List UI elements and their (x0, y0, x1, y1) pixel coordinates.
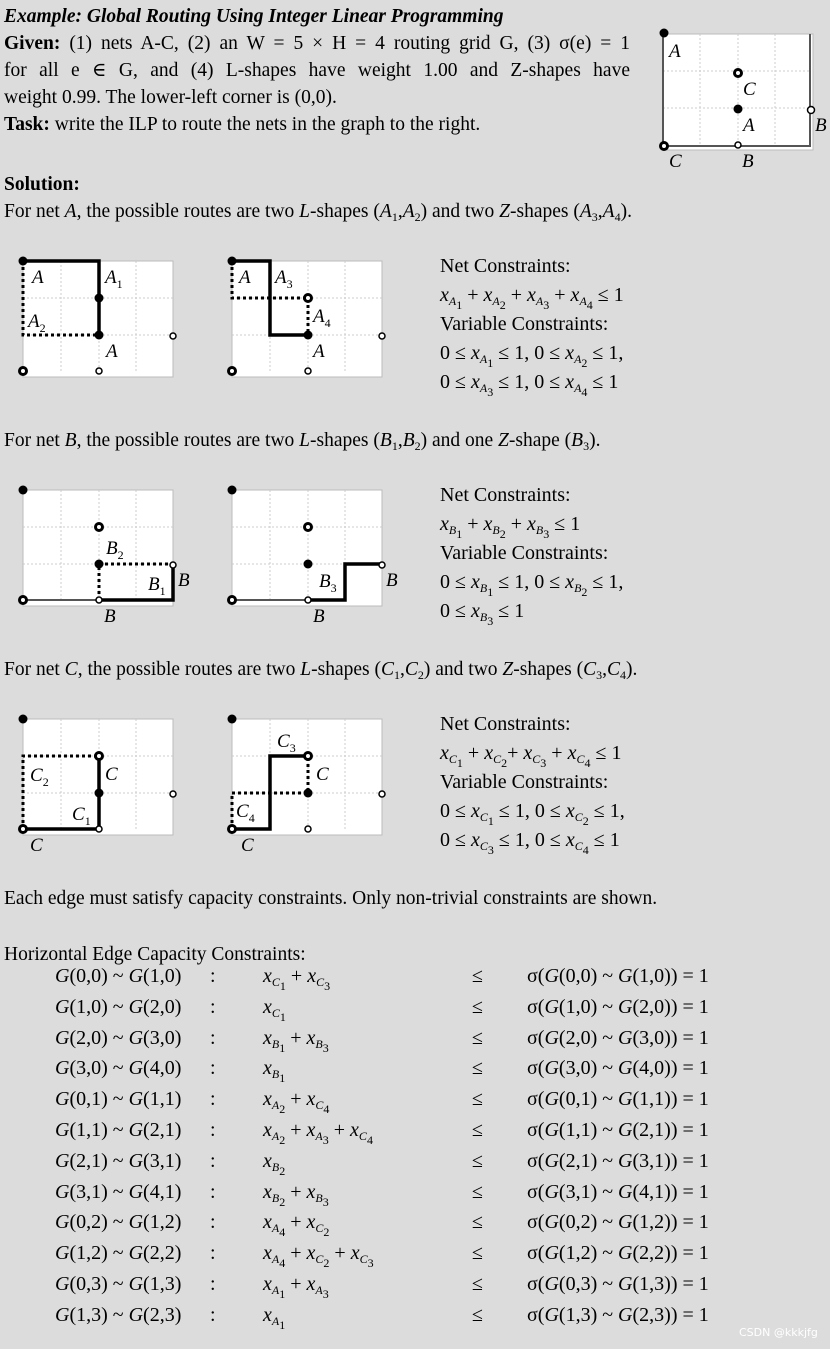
capacity-note: Each edge must satisfy capacity constraints. Only non-trivial constraints are shown. (4, 888, 658, 909)
edge-label: G(0,0) ~ G(1,0) (55, 965, 182, 987)
overview-label-b2: B (742, 151, 754, 172)
label-c1: $C_1$ (72, 804, 91, 828)
edge-label: G(3,1) ~ G(4,1) (55, 1180, 182, 1203)
colon: : (210, 1119, 216, 1141)
overview-grid-figure (660, 30, 830, 170)
net-a-figure-2 (227, 255, 397, 395)
edge-variables: $x_{B_1} + x_{B_3}$ (263, 1026, 329, 1055)
edge-capacity: σ(G(0,2) ~ G(1,2)) = 1 (527, 1211, 709, 1234)
edge-capacity: σ(G(0,1) ~ G(1,1)) = 1 (527, 1088, 709, 1111)
label-a2: $A_2$ (28, 311, 46, 335)
watermark: CSDN @kkkjfg (739, 1326, 818, 1339)
edge-label: G(0,2) ~ G(1,2) (55, 1211, 182, 1234)
label-a: A (32, 267, 44, 288)
edge-label: G(2,1) ~ G(3,1) (55, 1149, 182, 1172)
colon: : (210, 1057, 216, 1080)
colon: : (210, 1303, 216, 1326)
label-b-right: B (178, 570, 190, 591)
label-c2: $C_2$ (30, 765, 49, 789)
leq-sign: ≤ (472, 1211, 483, 1234)
label-a4: $A_4$ (313, 306, 331, 330)
net-a-figure-1 (18, 255, 188, 395)
net-b-figure-1 (18, 484, 193, 627)
colon: : (210, 1242, 216, 1265)
edge-capacity: σ(G(0,0) ~ G(1,0)) = 1 (527, 965, 709, 987)
example-title: Example: Global Routing Using Integer Linear Programming (4, 6, 504, 27)
net-c-figure-1 (18, 713, 188, 858)
edge-capacity: σ(G(1,2) ~ G(2,2)) = 1 (527, 1242, 709, 1265)
edge-capacity: σ(G(0,3) ~ G(1,3)) = 1 (527, 1273, 709, 1295)
edge-label: G(1,1) ~ G(2,1) (55, 1119, 182, 1141)
pin-a-top (660, 29, 669, 38)
edge-variables: $x_{A_2} + x_{A_3} + x_{C_4}$ (263, 1119, 373, 1147)
overview-label-b1: B (815, 115, 827, 136)
label-c4: $C_4$ (236, 801, 255, 825)
task-line (4, 111, 480, 138)
edge-capacity: σ(G(3,1) ~ G(4,1)) = 1 (527, 1180, 709, 1203)
horizontal-constraints-table (0, 965, 830, 1345)
pin-b-right (808, 107, 815, 114)
edge-label: G(1,3) ~ G(2,3) (55, 1303, 182, 1326)
colon: : (210, 1149, 216, 1172)
label-a: A (239, 267, 251, 288)
edge-variables: $x_{A_4} + x_{C_2}$ (263, 1211, 330, 1240)
net-c-var-1: $0 \le x_{C_1} \le 1$, $0 \le x_{C_2} \le 1$, (440, 800, 625, 828)
leq-sign: ≤ (472, 1303, 483, 1326)
pin-c-left (661, 143, 668, 150)
leq-sign: ≤ (472, 1242, 483, 1265)
colon: : (210, 1088, 216, 1111)
net-b-var-1: $0 \le x_{B_1} \le 1$, $0 \le x_{B_2} \le 1$, (440, 571, 624, 599)
given-label: Given: (4, 33, 61, 54)
net-a-intro: For net A, the possible routes are two L-shapes $(A_1,A_2)$ and two Z-shapes $(A_3,A_4)$. (4, 201, 632, 224)
leq-sign: ≤ (472, 1026, 483, 1049)
variable-constraints-heading: Variable Constraints: (440, 313, 609, 335)
task-label: Task: (4, 114, 50, 135)
net-constraints-heading: Net Constraints: (440, 255, 571, 277)
overview-label-a2: A (743, 115, 755, 136)
leq-sign: ≤ (472, 1273, 483, 1295)
edge-variables: $x_{A_2} + x_{C_4}$ (263, 1088, 330, 1117)
edge-capacity: σ(G(2,1) ~ G(3,1)) = 1 (527, 1149, 709, 1172)
overview-label-c: C (743, 79, 756, 100)
pin-c-mid (735, 70, 742, 77)
edge-capacity: σ(G(1,1) ~ G(2,1)) = 1 (527, 1119, 709, 1141)
leq-sign: ≤ (472, 1057, 483, 1080)
leq-sign: ≤ (472, 1119, 483, 1141)
net-constraints-heading: Net Constraints: (440, 713, 571, 735)
edge-variables: $x_{A_4} + x_{C_2} + x_{C_3}$ (263, 1242, 374, 1271)
label-b-right: B (386, 570, 398, 591)
edge-label: G(0,1) ~ G(1,1) (55, 1088, 182, 1111)
leq-sign: ≤ (472, 995, 483, 1018)
colon: : (210, 1211, 216, 1234)
label-c-bottom: C (241, 835, 254, 856)
edge-capacity: σ(G(2,0) ~ G(3,0)) = 1 (527, 1026, 709, 1049)
edge-label: G(1,2) ~ G(2,2) (55, 1242, 182, 1265)
edge-capacity: σ(G(1,3) ~ G(2,3)) = 1 (527, 1303, 709, 1326)
net-c-var-2: $0 \le x_{C_3} \le 1$, $0 \le x_{C_4} \le 1$ (440, 829, 620, 857)
net-b-var-2: $0 \le x_{B_3} \le 1$ (440, 600, 525, 628)
label-c: C (316, 764, 329, 785)
net-b-figure-2 (227, 484, 402, 627)
task-text: write the ILP to route the nets in the graph to the right. (54, 114, 481, 135)
edge-variables: $x_{B_1}$ (263, 1057, 286, 1086)
net-c-constraints (440, 710, 625, 855)
label-c-bottom: C (30, 835, 43, 856)
edge-variables: $x_{A_1} + x_{A_3}$ (263, 1273, 329, 1301)
net-constraints-heading: Net Constraints: (440, 484, 571, 506)
edge-label: G(3,0) ~ G(4,0) (55, 1057, 182, 1080)
edge-capacity: σ(G(1,0) ~ G(2,0)) = 1 (527, 995, 709, 1018)
variable-constraints-heading: Variable Constraints: (440, 771, 609, 793)
edge-variables: $x_{C_1} + x_{C_3}$ (263, 965, 331, 993)
given-line-3: weight 0.99. The lower-left corner is (0,0). (4, 87, 337, 108)
net-c-net-constraint: $x_{C_1} + x_{C_2}+ x_{C_3} + x_{C_4} \le 1$ (440, 742, 622, 770)
net-c-figure-2 (227, 713, 397, 858)
leq-sign: ≤ (472, 1149, 483, 1172)
label-b-bottom: B (313, 606, 325, 627)
net-a-var-2: $0 \le x_{A_3} \le 1$, $0 \le x_{A_4} \le 1$ (440, 371, 619, 399)
net-b-net-constraint: $x_{B_1} + x_{B_2} + x_{B_3} \le 1$ (440, 513, 581, 541)
label-b-bottom: B (104, 606, 116, 627)
net-a-net-constraint: $x_{A_1} + x_{A_2} + x_{A_3} + x_{A_4} \le 1$ (440, 284, 624, 312)
net-a-constraints (440, 252, 624, 397)
leq-sign: ≤ (472, 1180, 483, 1203)
edge-variables: $x_{C_1}$ (263, 995, 286, 1024)
pin-a-mid (734, 105, 743, 114)
colon: : (210, 1273, 216, 1295)
net-c-intro: For net C, the possible routes are two L-shapes $(C_1,C_2)$ and two Z-shapes $(C_3,C_4)$. (4, 659, 638, 682)
colon: : (210, 1026, 216, 1049)
variable-constraints-heading: Variable Constraints: (440, 542, 609, 564)
pin-b-bottom (735, 142, 741, 148)
leq-sign: ≤ (472, 965, 483, 987)
edge-label: G(0,3) ~ G(1,3) (55, 1273, 182, 1295)
colon: : (210, 965, 216, 987)
edge-label: G(2,0) ~ G(3,0) (55, 1026, 182, 1049)
label-b3: $B_3$ (319, 571, 337, 595)
label-a-pin: A (106, 341, 118, 362)
leq-sign: ≤ (472, 1088, 483, 1111)
colon: : (210, 1180, 216, 1203)
edge-label: G(1,0) ~ G(2,0) (55, 995, 182, 1018)
label-a-pin: A (313, 341, 325, 362)
label-b2: $B_2$ (106, 538, 124, 562)
label-a1: $A_1$ (105, 267, 123, 291)
given-line-2: for all e ∈ G, and (4) L-shapes have weight 1.00 and Z-shapes have (4, 60, 630, 81)
horizontal-heading: Horizontal Edge Capacity Constraints: (4, 944, 306, 965)
edge-variables: $x_{B_2}$ (263, 1149, 286, 1178)
given-line-1 (4, 30, 630, 57)
edge-capacity: σ(G(3,0) ~ G(4,0)) = 1 (527, 1057, 709, 1080)
label-c3: $C_3$ (277, 731, 296, 755)
edge-variables: $x_{A_1}$ (263, 1303, 286, 1332)
net-b-constraints (440, 481, 623, 626)
label-a3: $A_3$ (275, 267, 293, 291)
label-c: C (105, 764, 118, 785)
overview-label-c2: C (669, 151, 682, 172)
given-text-1: (1) nets A-C, (2) an W = 5 × H = 4 routing grid G, (3) σ(e) = 1 (69, 33, 630, 54)
label-b1: $B_1$ (148, 574, 166, 598)
net-b-intro: For net B, the possible routes are two L-shapes $(B_1,B_2)$ and one Z-shape $(B_3)$. (4, 430, 601, 453)
colon: : (210, 995, 216, 1018)
overview-label-a1: A (669, 41, 681, 62)
solution-label: Solution: (4, 174, 80, 195)
edge-variables: $x_{B_2} + x_{B_3}$ (263, 1180, 329, 1209)
net-a-var-1: $0 \le x_{A_1} \le 1$, $0 \le x_{A_2} \le 1$, (440, 342, 624, 370)
